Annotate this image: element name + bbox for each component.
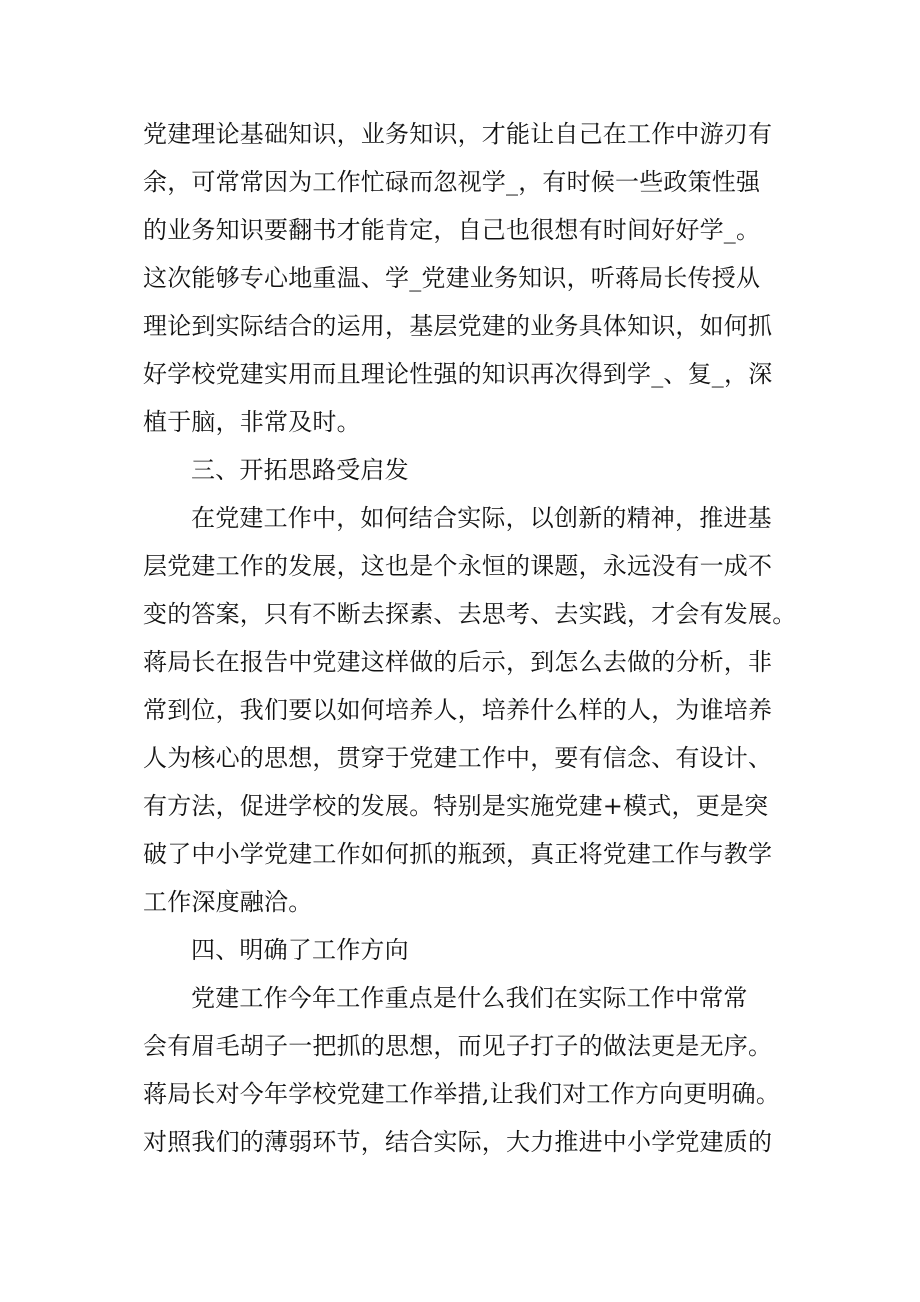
body-text-line: 会有眉毛胡子一把抓的思想，而见子打子的做法更是无序。 <box>143 1032 773 1060</box>
body-text-line: 的业务知识要翻书才能肯定，自己也很想有时间好好学_。 <box>143 216 761 244</box>
body-text-line: 这次能够专心地重温、学_党建业务知识，听蒋局长传授从 <box>143 264 761 292</box>
body-text-line: 在党建工作中，如何结合实际，以创新的精神，推进基 <box>191 504 772 532</box>
body-text-line: 变的答案，只有不断去探素、去思考、去实践，才会有发展。 <box>143 600 797 628</box>
section-heading: 三、开拓思路受启发 <box>191 456 409 484</box>
body-text-line: 有方法，促进学校的发展。特别是实施党建+模式，更是突 <box>143 792 769 820</box>
body-text-line: 余，可常常因为工作忙碌而忽视学_，有时候一些政策性强 <box>143 168 761 196</box>
body-text-line: 党建工作今年工作重点是什么我们在实际工作中常常 <box>191 984 748 1012</box>
body-text-line: 人为核心的思想，贯穿于党建工作中，要有信念、有设计、 <box>143 744 773 772</box>
body-text-line: 破了中小学党建工作如何抓的瓶颈，真正将党建工作与教学 <box>143 840 773 868</box>
body-text-line: 对照我们的薄弱环节，结合实际，大力推进中小学党建质的 <box>143 1128 773 1156</box>
body-text-line: 好学校党建实用而且理论性强的知识再次得到学_、复_，深 <box>143 360 773 388</box>
body-text-line: 层党建工作的发展，这也是个永恒的课题，永远没有一成不 <box>143 552 773 580</box>
section-heading: 四、明确了工作方向 <box>191 936 409 964</box>
body-text-line: 植于脑，非常及时。 <box>143 408 361 436</box>
body-text-line: 工作深度融洽。 <box>143 888 313 916</box>
body-text-line: 党建理论基础知识，业务知识，才能让自己在工作中游刃有 <box>143 120 773 148</box>
body-text-line: 理论到实际结合的运用，基层党建的业务具体知识，如何抓 <box>143 312 773 340</box>
body-text-line: 常到位，我们要以如何培养人，培养什么样的人，为谁培养 <box>143 696 773 724</box>
body-text-line: 蒋局长在报告中党建这样做的后示，到怎么去做的分析，非 <box>143 648 773 676</box>
body-text-line: 蒋局长对今年学校党建工作举措,让我们对工作方向更明确。 <box>143 1080 781 1108</box>
